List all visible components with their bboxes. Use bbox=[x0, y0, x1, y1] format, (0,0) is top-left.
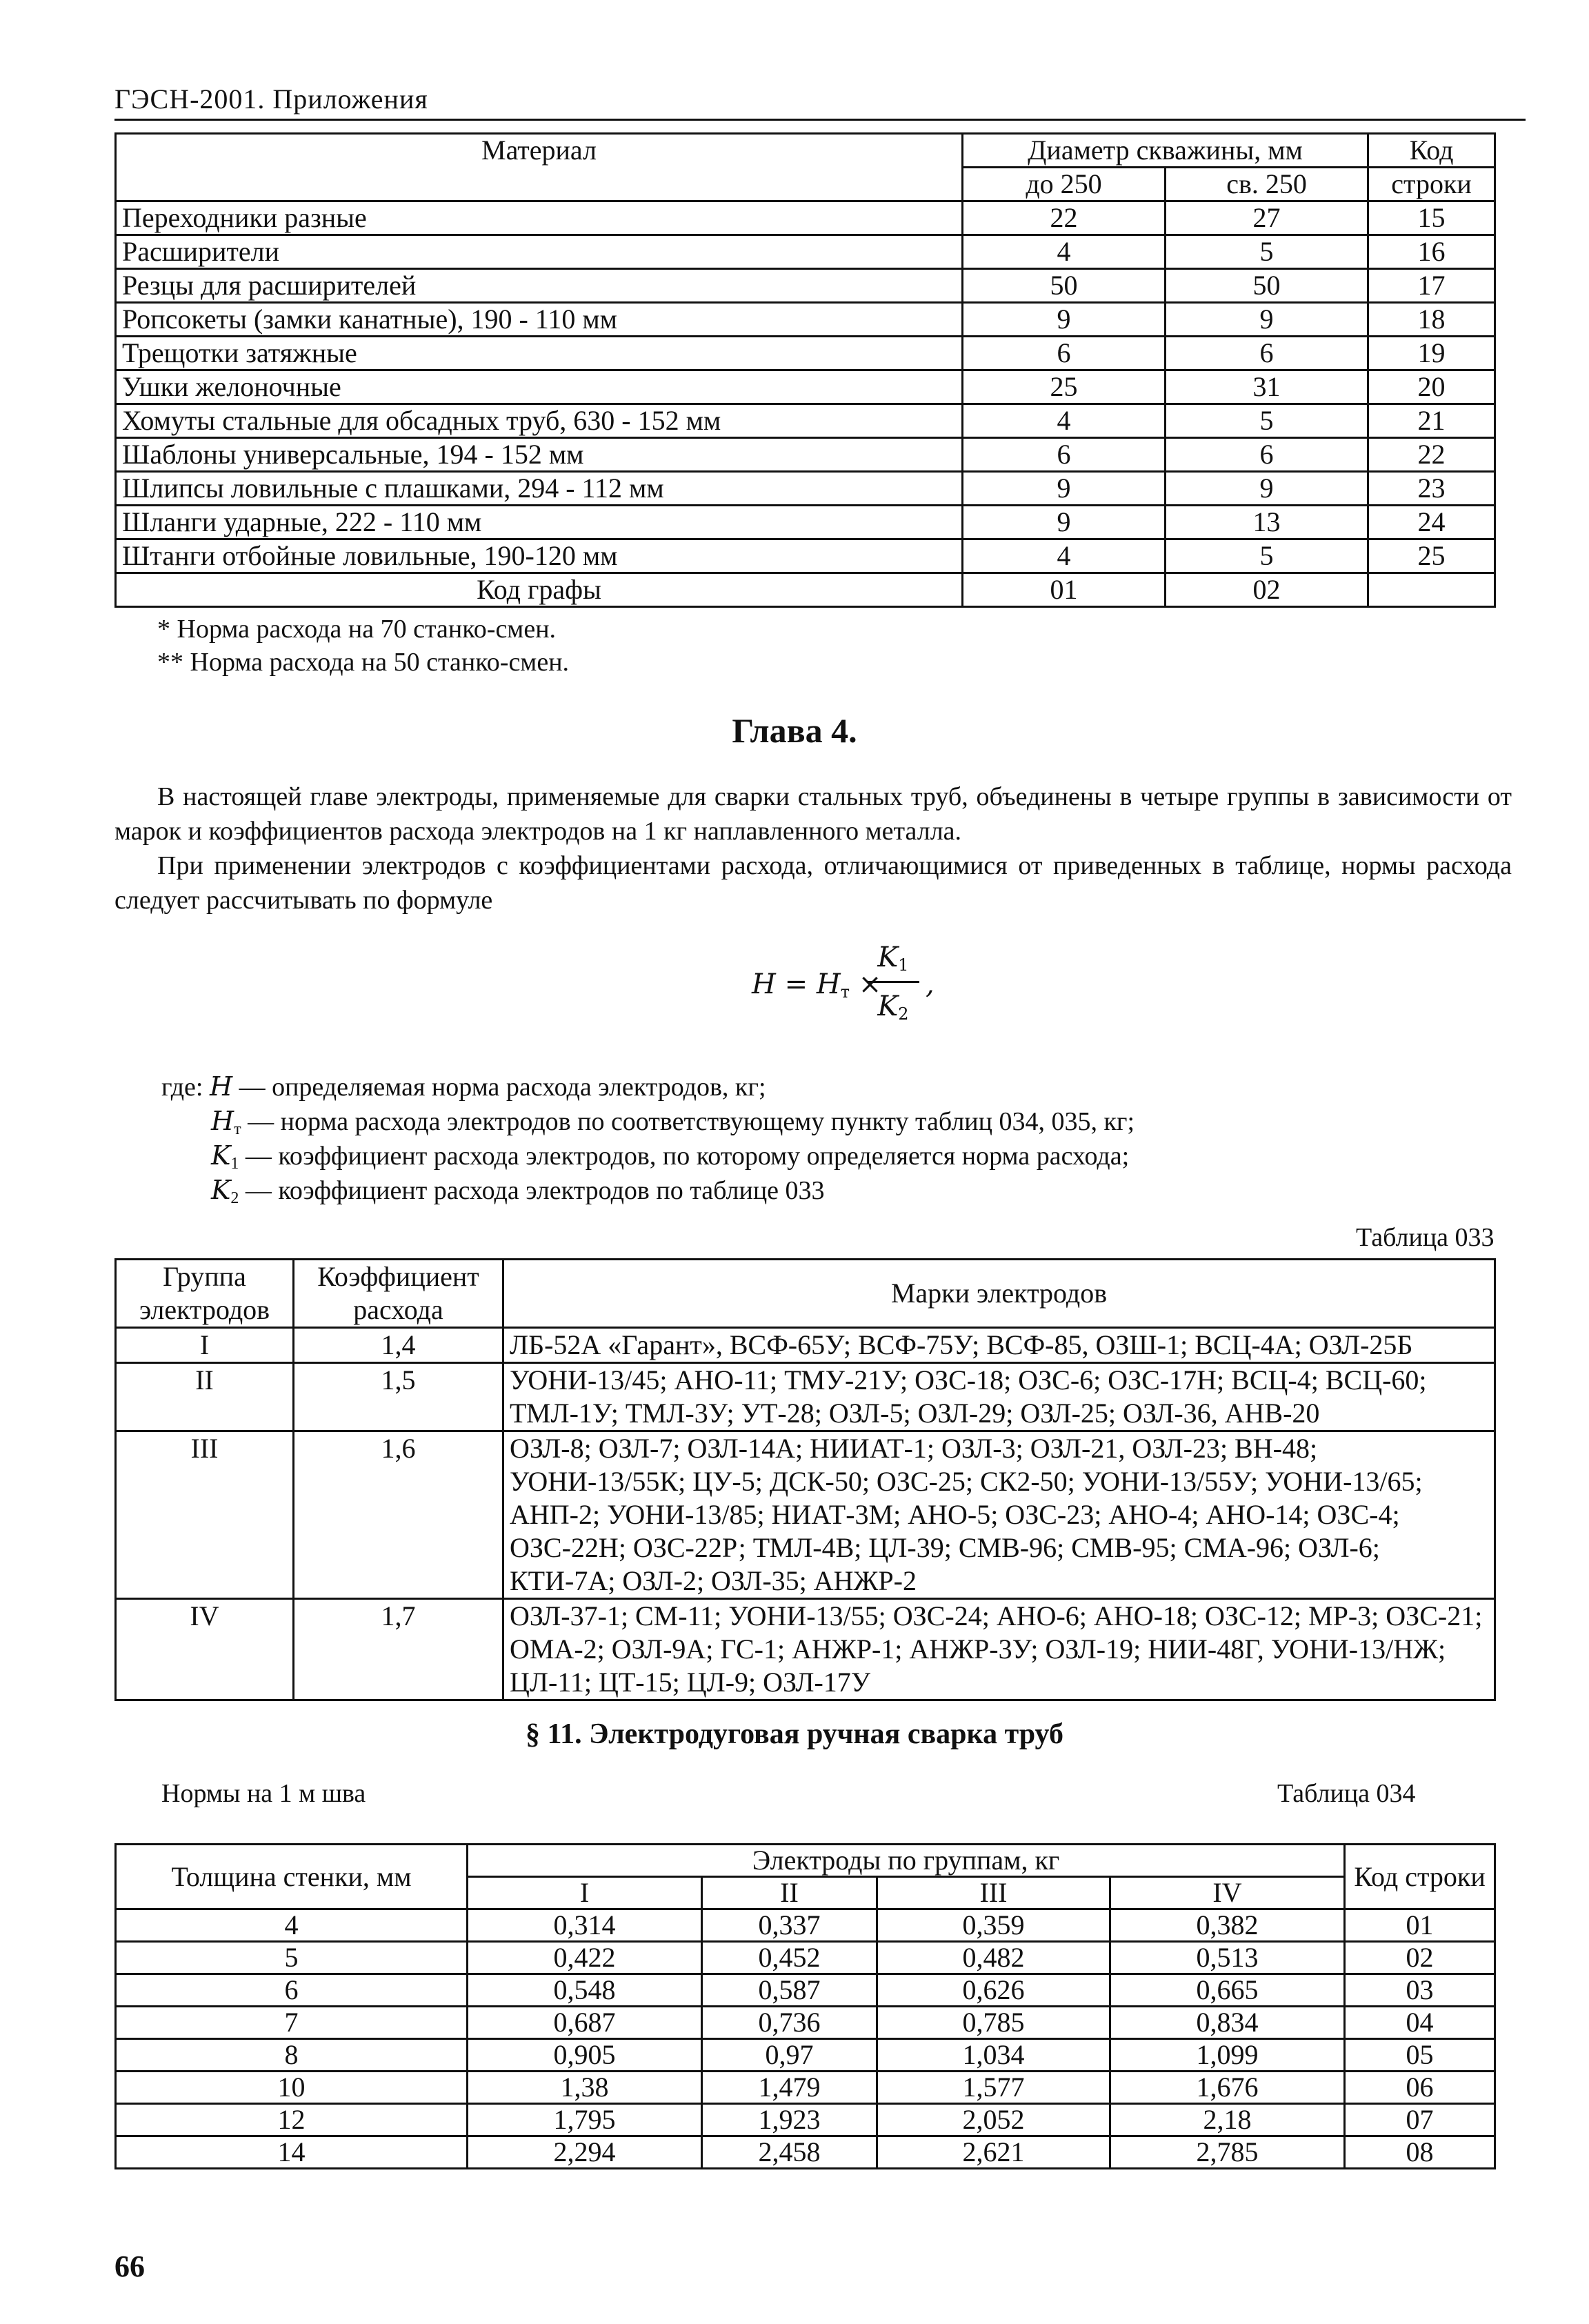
definition-sub: 2 bbox=[230, 1189, 239, 1207]
header-group-1: I bbox=[468, 1877, 702, 1909]
row-code: 16 bbox=[1368, 235, 1495, 269]
row-code: 07 bbox=[1345, 2104, 1495, 2136]
value-b: 6 bbox=[1166, 337, 1368, 370]
wall-thickness: 7 bbox=[116, 2007, 468, 2039]
chapter-title: Глава 4. bbox=[732, 711, 857, 750]
electrode-groups-table bbox=[114, 1258, 1496, 1701]
definition-text: — коэффициент расхода электродов по таблице 033 bbox=[239, 1176, 825, 1205]
table-row bbox=[116, 337, 1495, 370]
row-code: 17 bbox=[1368, 269, 1495, 303]
value-group-4: 0,665 bbox=[1110, 1974, 1345, 2007]
value-group-4: 0,834 bbox=[1110, 2007, 1345, 2039]
formula-comma: , bbox=[926, 969, 935, 1000]
table-row bbox=[116, 2039, 1495, 2072]
value-group-4: 2,785 bbox=[1110, 2136, 1345, 2169]
formula-num-symbol: K bbox=[877, 942, 899, 973]
value-group-1: 2,294 bbox=[468, 2136, 702, 2169]
value-group-1: 1,38 bbox=[468, 2072, 702, 2104]
page-number: 66 bbox=[114, 2249, 145, 2283]
table-row bbox=[116, 1363, 1495, 1431]
row-code: 04 bbox=[1345, 2007, 1495, 2039]
value-group-3: 2,052 bbox=[877, 2104, 1110, 2136]
table-033-caption: Таблица 033 bbox=[1356, 1223, 1495, 1252]
row-code: 08 bbox=[1345, 2136, 1495, 2169]
header-diameter: Диаметр скважины, мм bbox=[963, 134, 1368, 168]
value-a: 6 bbox=[963, 438, 1166, 472]
formula-denominator bbox=[862, 987, 924, 1026]
table-row bbox=[116, 438, 1495, 472]
empty-cell bbox=[1368, 573, 1495, 607]
paragraph-2-text: При применении электродов с коэффициентами расхода, отличающимися от приведенных в таблице, нормы расхода следует рассчитывать по формуле bbox=[114, 851, 1512, 915]
consumption-formula bbox=[752, 938, 959, 1035]
formula-num-sub: 1 bbox=[898, 955, 909, 975]
table-034-caption: Таблица 034 bbox=[1277, 1779, 1416, 1808]
row-code: 22 bbox=[1368, 438, 1495, 472]
table-row bbox=[116, 506, 1495, 539]
value-a: 9 bbox=[963, 472, 1166, 506]
value-a: 50 bbox=[963, 269, 1166, 303]
table-row bbox=[116, 2136, 1495, 2169]
material-name: Трещотки затяжные bbox=[116, 337, 963, 370]
table-row bbox=[116, 539, 1495, 573]
value-b: 50 bbox=[1166, 269, 1368, 303]
material-name: Переходники разные bbox=[116, 201, 963, 235]
fraction-bar bbox=[867, 981, 919, 983]
definition-sub: т bbox=[234, 1120, 241, 1138]
material-name: Ропсокеты (замки канатные), 190 - 110 мм bbox=[116, 303, 963, 337]
wall-thickness: 14 bbox=[116, 2136, 468, 2169]
group-number: I bbox=[116, 1328, 294, 1363]
footnote-1: * Норма расхода на 70 станко-смен. bbox=[157, 615, 557, 644]
electrode-brands: ОЗЛ-37-1; СМ-11; УОНИ-13/55; ОЗС-24; АНО-6; АНО-18; ОЗС-12; МР-3; ОЗС-21; ОМА-2; ОЗЛ-9А; ГС-1; АНЖР-1; АНЖР-3У; ОЗЛ-19; НИИ-48Г, УОНИ-13/НЖ; ЦЛ-11; ЦТ-15; ЦЛ-9; ОЗЛ-17У bbox=[503, 1599, 1495, 1700]
group-number: III bbox=[116, 1431, 294, 1599]
group-number: II bbox=[116, 1363, 294, 1431]
definition-4 bbox=[211, 1173, 825, 1215]
material-name: Штанги отбойные ловильные, 190-120 мм bbox=[116, 539, 963, 573]
material-name: Шланги ударные, 222 - 110 мм bbox=[116, 506, 963, 539]
column-code-label: Код графы bbox=[116, 573, 963, 607]
row-code: 23 bbox=[1368, 472, 1495, 506]
value-b: 27 bbox=[1166, 201, 1368, 235]
definition-text: — определяемая норма расхода электродов, кг; bbox=[232, 1073, 766, 1102]
material-name: Шлипсы ловильные с плашками, 294 - 112 мм bbox=[116, 472, 963, 506]
header-material: Материал bbox=[116, 134, 963, 201]
paragraph-1-text: В настоящей главе электроды, применяемые для сварки стальных труб, объединены в четыре группы в зависимости от марок и коэффициентов расхода электродов на 1 кг наплавленного металла. bbox=[114, 782, 1512, 846]
table-row bbox=[116, 303, 1495, 337]
value-group-2: 1,923 bbox=[702, 2104, 877, 2136]
value-b: 31 bbox=[1166, 370, 1368, 404]
definition-prefix: где: bbox=[161, 1073, 210, 1102]
value-a: 9 bbox=[963, 506, 1166, 539]
row-code: 20 bbox=[1368, 370, 1495, 404]
definition-sub: 1 bbox=[230, 1155, 239, 1173]
wall-thickness: 12 bbox=[116, 2104, 468, 2136]
definition-symbol: K bbox=[211, 1140, 231, 1171]
value-group-3: 1,034 bbox=[877, 2039, 1110, 2072]
value-group-2: 0,587 bbox=[702, 1974, 877, 2007]
electrode-brands: УОНИ-13/45; АНО-11; ТМУ-21У; ОЗС-18; ОЗС-6; ОЗС-17Н; ВСЦ-4; ВСЦ-60; ТМЛ-1У; ТМЛ-3У; УТ-28; ОЗЛ-5; ОЗЛ-29; ОЗЛ-25; ОЗЛ-36, АНВ-20 bbox=[503, 1363, 1495, 1431]
value-group-4: 0,382 bbox=[1110, 1909, 1345, 1942]
row-code: 18 bbox=[1368, 303, 1495, 337]
value-b: 5 bbox=[1166, 404, 1368, 438]
value-group-2: 0,736 bbox=[702, 2007, 877, 2039]
row-code: 19 bbox=[1368, 337, 1495, 370]
value-a: 4 bbox=[963, 404, 1166, 438]
definition-text: — коэффициент расхода электродов, по которому определяется норма расхода; bbox=[239, 1142, 1130, 1171]
formula-lhs-sub: т bbox=[840, 982, 850, 1002]
table-row bbox=[116, 370, 1495, 404]
value-group-1: 0,548 bbox=[468, 1974, 702, 2007]
header-code-bottom: строки bbox=[1368, 168, 1495, 201]
table-row bbox=[116, 404, 1495, 438]
group-number: IV bbox=[116, 1599, 294, 1700]
value-group-2: 0,337 bbox=[702, 1909, 877, 1942]
formula-lhs-text: H = H bbox=[752, 969, 841, 1000]
table-row bbox=[116, 1431, 1495, 1599]
value-group-1: 1,795 bbox=[468, 2104, 702, 2136]
header-coefficient: Коэффициент расхода bbox=[294, 1260, 503, 1328]
norms-label: Нормы на 1 м шва bbox=[161, 1779, 366, 1808]
coefficient: 1,6 bbox=[294, 1431, 503, 1599]
material-name: Шаблоны универсальные, 194 - 152 мм bbox=[116, 438, 963, 472]
header-brands: Марки электродов bbox=[503, 1260, 1495, 1328]
table-row bbox=[116, 2072, 1495, 2104]
value-group-3: 0,482 bbox=[877, 1942, 1110, 1974]
paragraph-1 bbox=[114, 779, 1512, 848]
row-code: 24 bbox=[1368, 506, 1495, 539]
value-group-3: 1,577 bbox=[877, 2072, 1110, 2104]
row-code: 21 bbox=[1368, 404, 1495, 438]
value-b: 9 bbox=[1166, 303, 1368, 337]
formula-den-symbol: K bbox=[877, 991, 899, 1022]
table-row bbox=[116, 1942, 1495, 1974]
definition-symbol: H bbox=[209, 1071, 233, 1102]
table-row bbox=[116, 1328, 1495, 1363]
definition-text: — норма расхода электродов по соответствующему пункту таблиц 034, 035, кг; bbox=[241, 1107, 1135, 1136]
materials-table bbox=[114, 132, 1496, 608]
definition-symbol: K bbox=[211, 1175, 231, 1205]
value-group-3: 2,621 bbox=[877, 2136, 1110, 2169]
value-group-2: 0,452 bbox=[702, 1942, 877, 1974]
table-row bbox=[116, 1599, 1495, 1700]
wall-thickness: 4 bbox=[116, 1909, 468, 1942]
formula-fraction bbox=[862, 938, 924, 1026]
value-a: 4 bbox=[963, 235, 1166, 269]
value-a: 4 bbox=[963, 539, 1166, 573]
header-diameter-2: св. 250 bbox=[1166, 168, 1368, 201]
table-row bbox=[116, 1909, 1495, 1942]
coefficient: 1,4 bbox=[294, 1328, 503, 1363]
electrode-brands: ОЗЛ-8; ОЗЛ-7; ОЗЛ-14А; НИИАТ-1; ОЗЛ-3; ОЗЛ-21, ОЗЛ-23; ВН-48; УОНИ-13/55К; ЦУ-5; ДСК-50; ОЗС-25; СК2-50; УОНИ-13/55У; УОНИ-13/65; АНП-2; УОНИ-13/85; НИАТ-3М; АНО-5; ОЗС-23; АНО-4; АНО-14; ОЗС-4; ОЗС-22Н; ОЗС-22Р; ТМЛ-4В; ЦЛ-39; СМВ-96; СМВ-95; СМА-96; ОЗЛ-6; КТИ-7А; ОЗЛ-2; ОЗЛ-35; АНЖР-2 bbox=[503, 1431, 1495, 1599]
coefficient: 1,5 bbox=[294, 1363, 503, 1431]
value-group-2: 1,479 bbox=[702, 2072, 877, 2104]
value-group-4: 1,676 bbox=[1110, 2072, 1345, 2104]
row-code: 05 bbox=[1345, 2039, 1495, 2072]
value-group-3: 0,785 bbox=[877, 2007, 1110, 2039]
value-group-2: 2,458 bbox=[702, 2136, 877, 2169]
wall-thickness: 6 bbox=[116, 1974, 468, 2007]
header-group-4: IV bbox=[1110, 1877, 1345, 1909]
formula-times: × bbox=[850, 969, 882, 1000]
row-code: 15 bbox=[1368, 201, 1495, 235]
value-b: 6 bbox=[1166, 438, 1368, 472]
row-code: 01 bbox=[1345, 1909, 1495, 1942]
row-code: 06 bbox=[1345, 2072, 1495, 2104]
value-a: 6 bbox=[963, 337, 1166, 370]
value-b: 5 bbox=[1166, 539, 1368, 573]
column-code-b: 02 bbox=[1166, 573, 1368, 607]
table-row bbox=[116, 2007, 1495, 2039]
header-group: Группа электродов bbox=[116, 1260, 294, 1328]
header-rule bbox=[114, 119, 1526, 121]
value-group-4: 1,099 bbox=[1110, 2039, 1345, 2072]
header-code-top: Код bbox=[1368, 134, 1495, 168]
formula-numerator bbox=[862, 938, 924, 977]
value-group-1: 0,314 bbox=[468, 1909, 702, 1942]
value-a: 22 bbox=[963, 201, 1166, 235]
paragraph-2 bbox=[114, 848, 1512, 917]
table-footer-row bbox=[116, 573, 1495, 607]
value-b: 9 bbox=[1166, 472, 1368, 506]
value-group-3: 0,359 bbox=[877, 1909, 1110, 1942]
formula-den-sub: 2 bbox=[898, 1004, 909, 1024]
header-electrodes: Электроды по группам, кг bbox=[468, 1845, 1345, 1877]
value-b: 13 bbox=[1166, 506, 1368, 539]
value-group-1: 0,687 bbox=[468, 2007, 702, 2039]
value-a: 25 bbox=[963, 370, 1166, 404]
material-name: Резцы для расширителей bbox=[116, 269, 963, 303]
header-group-3: III bbox=[877, 1877, 1110, 1909]
row-code: 03 bbox=[1345, 1974, 1495, 2007]
wall-thickness: 5 bbox=[116, 1942, 468, 1974]
welding-norms-table bbox=[114, 1843, 1496, 2169]
table-row bbox=[116, 1974, 1495, 2007]
table-row bbox=[116, 472, 1495, 506]
definition-symbol: H bbox=[211, 1106, 234, 1136]
table-row bbox=[116, 2104, 1495, 2136]
wall-thickness: 8 bbox=[116, 2039, 468, 2072]
wall-thickness: 10 bbox=[116, 2072, 468, 2104]
table-row bbox=[116, 201, 1495, 235]
value-group-1: 0,422 bbox=[468, 1942, 702, 1974]
header-group-2: II bbox=[702, 1877, 877, 1909]
electrode-brands: ЛБ-52А «Гарант», ВСФ-65У; ВСФ-75У; ВСФ-85, ОЗШ-1; ВСЦ-4А; ОЗЛ-25Б bbox=[503, 1328, 1495, 1363]
running-header: ГЭСН-2001. Приложения bbox=[114, 83, 428, 115]
material-name: Хомуты стальные для обсадных труб, 630 - 152 мм bbox=[116, 404, 963, 438]
value-group-4: 2,18 bbox=[1110, 2104, 1345, 2136]
material-name: Ушки желоночные bbox=[116, 370, 963, 404]
value-group-4: 0,513 bbox=[1110, 1942, 1345, 1974]
footnote-2: ** Норма расхода на 50 станко-смен. bbox=[157, 648, 570, 677]
material-name: Расширители bbox=[116, 235, 963, 269]
header-thickness: Толщина стенки, мм bbox=[116, 1845, 468, 1909]
value-a: 9 bbox=[963, 303, 1166, 337]
table-row bbox=[116, 269, 1495, 303]
row-code: 25 bbox=[1368, 539, 1495, 573]
column-code-a: 01 bbox=[963, 573, 1166, 607]
table-row bbox=[116, 235, 1495, 269]
coefficient: 1,7 bbox=[294, 1599, 503, 1700]
value-group-3: 0,626 bbox=[877, 1974, 1110, 2007]
section-title: § 11. Электродуговая ручная сварка труб bbox=[526, 1718, 1063, 1750]
value-group-1: 0,905 bbox=[468, 2039, 702, 2072]
value-group-2: 0,97 bbox=[702, 2039, 877, 2072]
value-b: 5 bbox=[1166, 235, 1368, 269]
header-diameter-1: до 250 bbox=[963, 168, 1166, 201]
row-code: 02 bbox=[1345, 1942, 1495, 1974]
header-code: Код строки bbox=[1345, 1845, 1495, 1909]
